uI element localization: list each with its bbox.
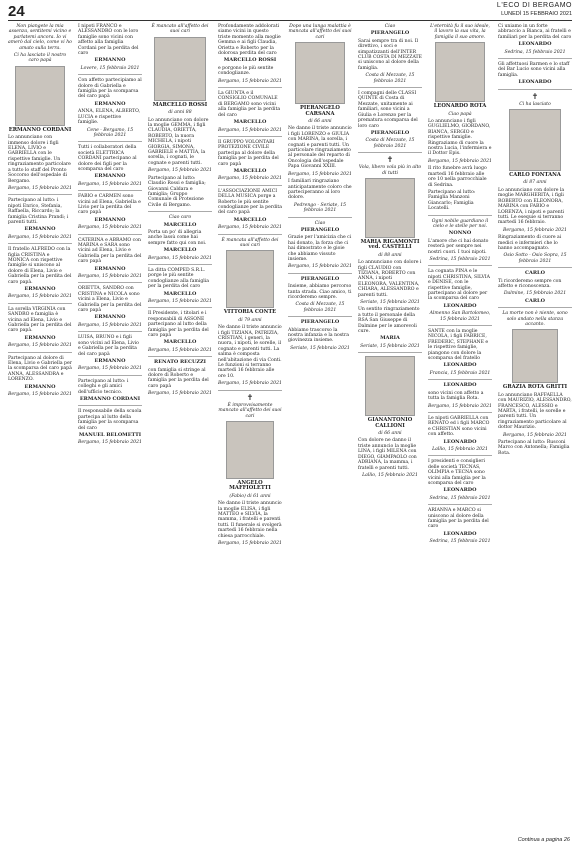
divider [428,325,492,326]
notice-text: con famiglia si stringe al dolore di Roberto e famiglia per la perdita del caro papà [148,367,209,389]
notice-intro: Ciao [384,24,396,29]
issue-date: LUNEDÌ 15 FEBBRAIO 2021 [501,11,572,17]
divider [218,136,282,137]
notice-text: Partecipano al lutto: i nipoti Enrico, Stefania, Raffaella, Riccardo; la famiglia Cristina Prandi; i parenti tutti. [8,198,69,225]
notice-name: PIERANGELO [300,319,340,326]
notice-text: La ditta COMPED S.R.L. porge le più sentite condoglianze alla famiglia per la perdita del caro [148,267,209,290]
notice-place-date: Bergamo, 15 febbraio 2021 [218,540,282,546]
divider [498,58,572,59]
quote: Non piangete la mia assenza, sentitemi vicino e parlatemi ancora. Io vi amerò dal cielo, come vi ho amato sulla terra. [8,24,72,51]
notice-place-date: Bergamo, 15 febbraio 2021 [218,225,282,231]
notice-name: LEONARDO [443,487,477,494]
notice-name: MARCELLO [163,221,197,228]
notice-name: RENATO RECUZZI [154,359,206,366]
deceased-name: MARIA RIGAMONTI ved. CASTELLI [360,238,420,251]
notice-text: LUISA, BRUNO e i figli sono vicini ad Elena, Livio e Gabriella per la perdita del caro papà [78,335,139,357]
notice-place-date: Bergamo, 15 febbraio 2021 [78,322,142,328]
divider [428,504,492,505]
notice-intro: Ogni nobile guardiano il cielo e le stelle per noi. [431,218,489,229]
notice-name: PIERANGELO [300,275,340,282]
portrait-photo [365,356,415,416]
notice-place-date: Bergamo, 15 febbraio 2021 [218,78,282,84]
notice-text: ARIANNA e MARCO si uniscono al dolore della famiglia per la perdita del caro [428,508,489,530]
divider [8,194,72,195]
notice-text: sono vicini con affetto a tutta la famiglia Rota. [428,390,484,402]
notice-place-date: Sedrina, 15 febbraio 2021 [429,539,491,545]
notice-text: I compagni delle CLASSI QUINTE di Costa di Mezzate, unitamente ai familiari, sono vicini a Giulia e Lorenzo per la prematura scomparsa del loro caro [358,91,418,129]
divider [428,265,492,266]
page-header [0,0,580,22]
page-number: 24 [8,3,25,20]
notice-name: MARCELLO [163,247,197,254]
notice-text: Abbiamo trascorso la nostra infanzia e la nostra giovinezza insieme. [288,327,349,344]
notice-text: L'ASSOCIAZIONE AMICI DELLA MUSICA porge a Roberto le più sentite condoglianze per la perdita del caro papà [218,188,283,216]
notice-name: ERMANNO [24,286,56,292]
notice-intro: Ci ha lasciato il nostro caro papà [13,53,67,64]
notice-name: MARCELLO [233,167,267,174]
notice-text: I nipoti FRANCO e ALESSANDRO con le loro famiglie sono vicini con affetto alla famiglia Cordani per la perdita del caro [78,24,139,57]
notice-intro: È mancato all'affetto dei suoi cari [151,24,209,35]
divider [148,264,212,265]
notice-place-date: Bergamo, 15 febbraio 2021 [428,403,492,409]
notice-name: LEONARDO [443,382,477,389]
notice-intro: Dopo una lunga malattia è mancata all'affetto dei suoi cari [288,24,352,40]
notice-body: Lo annunciano con dolore la moglie GEMMA, i figli CLAUDIA, ORIETTA, ROBERTO, la nuora MICHELA, i nipoti GIORGIA, SIMONA, GABRIELE e MATTIA, la sorella, i cognati, le cognate e parenti tutti. [148,117,209,166]
notice-name: LEONARDO [518,79,552,86]
notice-name: ERMANNO [94,100,126,107]
notice-name: PIERANGELO [370,129,410,136]
notice-body: Con dolore ne danno il triste annuncio la moglie LINA, i figli MILENA con DIEGO, GIAMPAOLO con ADRIANA, la mamma, i fratelli e parenti tutti. [358,438,417,471]
notice-body: Lo annunciano con dolore i figli CLAUDIO con TIZIANA, ROBERTO con ANNA, i nipoti ELEONORA, VALENTINA, CHIARA, ALESSANDRO e parenti tutti. [358,260,422,298]
column-5 [288,24,352,353]
notice-body: Lo annunciano i figli GUGLIELMO, GIORDANO, BIANCA, SERGIO e rispettive famiglie. Ringraziamo di cuore la nostra Lucia, l'infermiera e il Dottor Epis. [428,119,492,157]
notice-text: Gli affettuosi Barmen e lo staff del Bar Lucio sono vicini alla famiglia. [498,62,570,78]
divider [78,375,142,376]
notice-place-date: Bergamo, 15 febbraio 2021 [8,234,72,240]
portrait-photo [512,329,558,383]
notice-place-date: Sedrina, 15 febbraio 2021 [429,256,491,262]
notice-place-date: Bergamo, 15 febbraio 2021 [148,255,212,261]
deceased-age: di 88 anni [378,252,402,258]
notice-place-date: Pedrengo - Seriate, 15 febbraio 2021 [293,202,347,214]
notice-name: LEONARDO [518,41,552,48]
notice-place-date: Bergamo, 15 febbraio 2021 [288,171,352,177]
notice-place-date: Costa di Mezzate, 15 febbraio 2021 [365,138,415,149]
notice-text: Partecipano al dolore di Elena, Livio e Gabriella per la scomparsa del caro papà ANNA, ALESSANDRA e LORENZO. [8,355,72,383]
cross-icon: ✝ [531,91,539,101]
portrait-photo [154,37,206,101]
notice-place-date: Sedrina, 15 febbraio 2021 [429,495,491,501]
notice-text: Il rito funebre avrà luogo martedì 16 febbraio alle ore 10 nella parrocchiale di Sedrina. [428,166,487,188]
notice-text: La cognata PINA e le nipoti CHRISTINA, SILVIA e DENISE, con le rispettive famiglie, partecipano al dolore per la scomparsa del caro [428,269,490,302]
column-3 [148,24,212,399]
portrait-photo [509,109,561,171]
notice-name: LEONARDO [443,530,477,537]
divider [148,356,212,357]
divider [288,217,352,218]
divider [428,215,492,216]
divider [78,190,142,191]
notice-place-date: Bergamo, 15 febbraio 2021 [148,299,212,304]
notice-intro: È improvvisamente mancato all'affetto dei suoi cari [218,402,282,419]
cross-icon: ✝ [246,392,254,402]
notice-place-date: Bergamo, 15 febbraio 2021 [8,294,72,300]
notice-text: Ti ricorderemo sempre con affetto e riconoscenza. [498,278,562,289]
notice-text: Il GRUPPO VOLONTARI PROTEZIONE CIVILE partecipa al dolore della famiglia per la perdita del caro papà [218,139,279,167]
notice-text: I presidenti e consiglieri delle società TECNAS, OLIMPIA e TECNA sono vicini alla famiglia per la scomparsa del caro [428,459,486,486]
notice-intro: Ci ha lasciato [519,101,551,107]
portrait-photo [435,42,485,102]
notice-place-date: Bergamo, 15 febbraio 2021 [78,181,142,187]
deceased-name: PIERANGELO CARSANA [300,105,340,117]
notice-place-date: Costa di Mezzate, 15 febbraio 2021 [365,73,415,84]
notice-intro: Ciao [314,220,326,226]
notice-place-date: Bergamo, 15 febbraio 2021 [8,392,72,398]
notice-place-date: Cene - Bergamo, 15 febbraio 2021 [86,127,134,138]
notice-text: Con affetto partecipiamo al dolore di Gabriella e famiglia per la scomparsa del caro papà [78,78,142,100]
notice-name: CARLO [525,270,545,277]
quote: La morte non è niente, sono solo andato nella stanza accanto. [502,311,568,327]
deceased-age: di 66 anni [378,431,402,437]
notice-text: La sorella VIRGINIA con SANDRO e famiglia è vicina ad Elena, Livio e Gabriella per la perdita del caro papà. [8,306,72,334]
notice-intro: È mancata all'affetto dei suoi cari [221,237,279,248]
divider [358,87,422,88]
notice-name: ERMANNO [94,216,126,223]
column-8 [498,24,572,458]
deceased-name: GRAZIA ROTA GRITTI [502,384,568,391]
notice-place-date: Bergamo, 15 febbraio 2021 [428,158,492,164]
notice-text: ORIETTA, SANDRO con CRISTINA e NICOLA sono vicini a Elena, Livio e Gabriella per la perdita del caro papà [78,286,142,314]
notice-text: Il Presidente, i titolari e i responsabili di ASSONE partecipano al lutto della famiglia per la perdita del caro papà [148,311,209,339]
notice-name: ERMANNO [24,226,56,233]
divider [8,303,72,304]
notice-place-date: Bergamo, 15 febbraio 2021 [503,227,567,233]
notice-body: Ne danno il triste annuncio i figli TIZIANA, PATRIZIA, CRISTIAN, i generi, la nuora, i nipoti, le sorelle, il cognato e parenti tutti. La salma è composta nell'abitazione di via Conti. Le funzioni si terranno martedì 16 febbraio alle ore 10. [218,325,282,379]
notice-place-date: Bergamo, 15 febbraio 2021 [218,127,282,133]
portrait-photo [15,66,65,126]
continued-note: Continua a pagina 26 [517,837,570,843]
notice-text: Partecipano al lutto: i colleghi e gli amici dell'ufficio tecnico. [78,378,129,395]
notice-text: e porgono le più sentite condoglianze. [218,65,274,77]
notice-name: MARCELLO [233,119,267,126]
divider [358,352,422,353]
notice-name: PIERANGELO [370,30,410,37]
notice-text: Partecipano al lutto: Claudio Rossi e famiglia; Giovanni Caldara e famiglia; Gruppo Comunale di Protezione Civile di Bergamo. [148,175,206,208]
divider [218,390,282,391]
divider [78,234,142,235]
divider [78,331,142,332]
divider [78,405,142,406]
divider [358,152,422,153]
notice-place-date: Costa di Mezzate, 15 febbraio 2021 [295,302,345,313]
notice-place-date: Seriate, 15 febbraio 2021 [360,300,420,305]
notice-name: MARIA [380,335,400,342]
notice-place-date: Bergamo, 15 febbraio 2021 [503,432,567,438]
divider [78,141,142,142]
divider [78,74,142,75]
notice-place-date: Bergamo, 15 febbraio 2021 [78,366,142,372]
notice-body: Lo annunciano con dolore la moglie MARGHERITA, i figli ROBERTO con ELEONORA, MARINA con FABIO e LORENZA, i nipoti e parenti tutti. Le esequie si terranno martedì 16 febbraio. [498,187,565,226]
notice-place-date: Bergamo, 15 febbraio 2021 [288,264,352,270]
portrait-photo [226,250,274,308]
notice-name: ERMANNO [24,334,56,341]
notice-name: ERMANNO [94,57,126,64]
notice-name: LEONARDO [443,302,477,309]
deceased-name: LEONARDO ROTA [433,103,487,110]
notice-place-date: Bergamo, 15 febbraio 2021 [218,176,282,182]
deceased-name: VITTORIA CONTE [223,309,277,316]
column-7 [428,24,492,547]
deceased-age: di 66 anni [308,119,332,125]
notice-text: Il responsabile della scuola partecipa al lutto della famiglia per la scomparsa del caro [78,409,142,431]
notice-place-date: Seriate, 15 febbraio 2021 [290,345,350,351]
notice-place-date: Bergamo, 15 febbraio 2021 [78,225,142,231]
notice-name: MARCELLO ROSSI [223,57,277,64]
portrait-photo [295,42,345,104]
notice-place-date: Almenno San Bartolomeo, 15 febbraio 2021 [429,311,491,322]
notice-text: FABIO e CARMEN sono vicini ad Elena, Gabriella e Livio per la perdita del caro papà [78,194,141,216]
notice-text: SANTE con la moglie NICOLA, i figli FABRICE, FREDERIC, STEPHANE e le rispettive famiglie, piangono con dolore la scomparsa del fratello [428,329,489,362]
notice-place-date: Bergamo, 15 febbraio 2021 [218,381,282,387]
deceased-name: ERMANNO CORDANI [8,126,72,133]
divider [148,307,212,308]
notice-name: NONNO [448,230,472,237]
notice-place-date: Bergamo, 15 febbraio 2021 [148,347,212,353]
notice-name: ERMANNO CORDANI [79,395,141,402]
notice-text: Le nipoti GABRIELLA con RENATO ed i figli MARCO e CHRISTIAN sono vicini con affetto. [428,415,490,438]
notice-place-date: Bergamo, 15 febbraio 2021 [78,440,142,446]
notice-place-date: Lallio, 15 febbraio 2021 [362,472,418,478]
notice-body: Ne danno il triste annuncio i figli LORENZO e GIULIA con MARINA, la sorella, i cognati e parenti tutti. Un particolare ringraziamento al personale del reparto di Oncologia dell'ospedale Papa Giovanni XXIII. [288,126,352,170]
column-4 [218,24,282,548]
notice-text: I familiari ringraziano anticipatamente coloro che parteciperanno al loro dolore. [288,179,352,201]
notice-text: Tutti i collaboratori della società ELETTRICA CORDANI partecipano al dolore dei figli per la scomparsa del caro [78,145,137,172]
notice-name: ERMANNO [94,314,126,321]
notice-place-date: Bergamo, 15 febbraio 2021 [8,185,72,191]
notice-body: Lo annunciano con immenso dolore i figli ELENA, LIVIO e GABRIELLA con le rispettive famiglie. Un ringraziamento particolare a tutto lo staff del Pronto Soccorso dell'ospedale di Bergamo. [8,135,71,184]
divider [78,282,142,283]
notice-name: ERMANNO [94,173,126,180]
notice-text: ANNA, ELENA, ALBERTO, LUCIA e rispettive famiglie. [78,109,141,126]
notice-name: ERMANNO [24,383,56,390]
notice-name: PIERANGELO [300,226,340,233]
divider [218,234,282,235]
divider [148,211,212,212]
notice-place-date: Bergamo, 15 febbraio 2021 [148,391,212,397]
notice-name: ERMANNO [94,357,126,364]
divider [8,352,72,353]
notice-place-date: Dalmine, 15 febbraio 2021 [503,291,567,297]
notice-text: Il fratello ALFREDO con la figlia CRISTINA e MONICA con rispettive famiglie si uniscono al dolore di Elena, Livio e Gabriella per la perdita del caro papà. [8,247,72,285]
notice-text: Sarai sempre tra di noi. Il direttivo, i soci e simpatizzanti dell'INTER CLUB COSTA DI MEZZATE si uniscono al dolore della famiglia. [358,38,422,71]
notice-name: LEONARDO [443,438,477,445]
deceased-age: di anni 88 [168,110,192,116]
notice-place-date: Sedrina, 15 febbraio 2021 [504,49,566,55]
notice-name: MARCELLO [233,216,267,223]
deceased-age: di 79 anni [238,317,262,323]
notice-name: ERMANNO [94,265,126,272]
notice-text: Porta un po' di allegria anche lassù come hai sempre fatto qui con noi. [148,229,207,246]
deceased-name: CARLO FONTANA [509,172,561,179]
notice-place-date: Lallio, 15 febbraio 2021 [432,446,488,452]
divider [498,267,572,268]
notice-name: CARLO [525,297,545,304]
notice-intro: Ciao caro [168,215,192,221]
notice-text: Profondamente addolorati siamo vicini in questo triste momento alla moglie Gemma e ai figli Claudia, Orietta e Roberto per la dolorosa perdita del caro [218,24,281,57]
column-6 [358,24,422,480]
notice-text: CATERINA e ABRAMO con MARINA e SARA sono vicini ad Elena, Livio e Gabriella per la perdita del caro papà [78,237,142,265]
deceased-name: ANGELO MAFFIOLETTI [229,479,271,492]
quote: Vola, libero vola più in alto di tutti [358,165,422,176]
notice-body: Lo annunciano RAFFAELLA con MAURIZIO, ALESSANDRO, FRANCESCO, ALESSIO e MARTA, i fratelli, le sorelle e parenti tutti. Un ringraziamento particolare al dottor Maurizio. [498,392,572,431]
notice-place-date: Seriate, 15 febbraio 2021 [360,343,420,349]
divider [498,307,572,308]
notice-name: MARCELLO [163,290,197,297]
cross-icon: ✝ [386,155,394,165]
notice-place-date: Bergamo, 15 febbraio 2021 [8,343,72,349]
notice-place-date: Osio Sotto - Osio Sopra, 15 febbraio 2021 [503,253,567,264]
notice-text: L'amore che ci hai donato resterà per sempre nei nostri cuori. I tuoi nipoti. [428,238,489,255]
divider [428,379,492,380]
divider [288,273,352,274]
notice-text: Grazie per l'amicizia che ci hai donato, la forza che ci hai dimostrato e le gioie che abbiamo vissuto insieme. [288,235,352,262]
notice-place-date: Bergamo, 15 febbraio 2021 [148,168,212,174]
deceased-name: MARCELLO ROSSI [152,101,208,108]
divider [288,316,352,317]
header-rule [8,20,572,21]
deceased-age: (Fabio) di 61 anni [229,493,271,499]
paper-name: L'ECO DI BERGAMO [496,2,572,9]
portrait-photo [226,421,274,479]
deceased-name: GIANANTONIO CALLIONI [367,417,413,429]
notice-text: Ringraziamento di cuore ai medici e infermieri che lo hanno accompagnato. [498,235,562,251]
notice-place-date: Bergamo, 15 febbraio 2021 [78,274,142,280]
deceased-age: di 87 anni [523,180,547,186]
notice-name: MANUEL BELOMETTI [78,431,142,438]
divider [218,185,282,186]
divider [428,412,492,413]
notice-intro: Ciao papà [448,111,472,117]
notice-place-date: Lovere, 15 febbraio 2021 [80,65,140,71]
notice-place-date: Francia, 15 febbraio 2021 [429,370,491,376]
divider [218,87,282,88]
divider [428,455,492,456]
portrait-photo [365,178,415,238]
notice-text: Partecipano al lutto: Rusconi Marco con Antonella; Famiglia Rota. [498,440,570,456]
divider [8,243,72,244]
notice-text: Insieme, abbiamo percorso tanta strada. Ciao amico, ti ricorderemo sempre. [288,284,352,300]
notice-text: La GIUNTA e il CONSIGLIO COMUNALE di BERGAMO sono vicini alla famiglia per la perdita del caro [218,91,281,118]
quote: L'eternità fu il suo ideale, il lavoro la sua vita, la famiglia il suo amore. [430,24,490,40]
notice-text: Ci uniamo in un forte abbraccio a Bianca, ai fratelli e familiari per la perdita del caro [498,24,572,40]
column-2 [78,24,142,448]
column-1 [8,24,72,400]
notice-name: MARCELLO [163,339,197,346]
divider [498,89,572,90]
masthead [497,2,572,18]
notice-name: LEONARDO [443,362,477,369]
notice-text: Partecipano al lutto: Famiglia Manzoni Giancarlo; Famiglia Locatelli. [428,189,476,212]
notice-text: Un sentito ringraziamento a tutto il personale della RSA San Giuseppe di Dalmine per le amorevoli cure. [358,307,420,335]
notice-body: Ne danno il triste annuncio la moglie ELISA, i figli MATTEO e SILVIA, la mamma, i fratelli e parenti tutti. Il funerale si svolgerà martedì 16 febbraio nella chiesa parrocchiale. [218,501,282,539]
